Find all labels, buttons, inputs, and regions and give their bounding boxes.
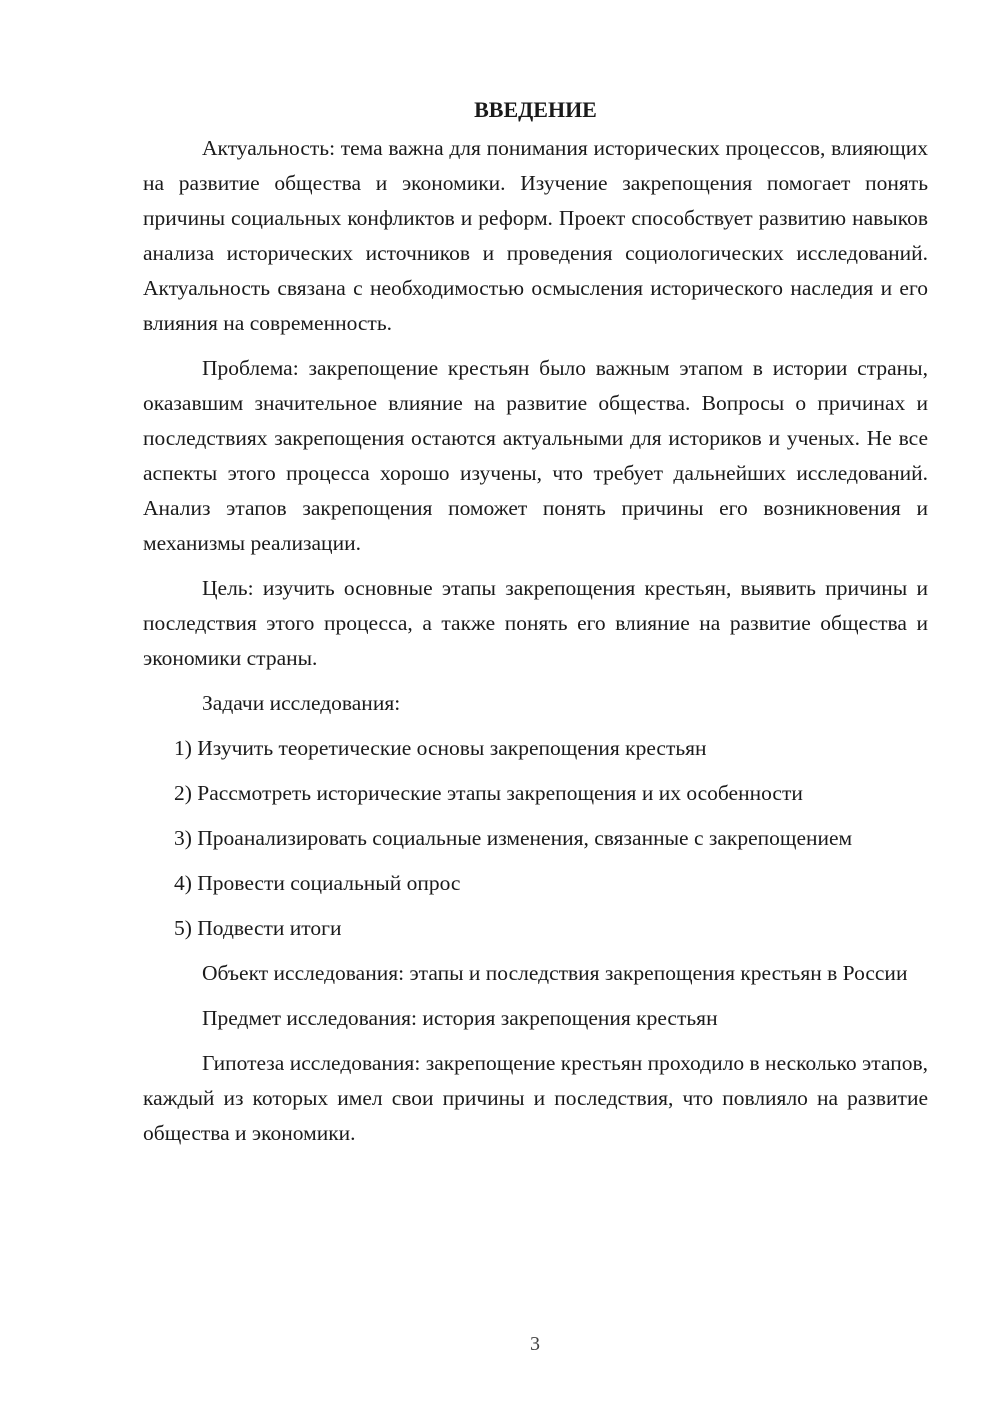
document-page	[143, 92, 928, 1161]
relevance-paragraph: Актуальность: тема важна для понимания исторических процессов, влияющих на развитие общества и экономики. Изучение закрепощения помогает понять причины социальных конфликтов и реформ. Проект способствует развитию навыков анализа исторических источников и проведения социологических исследований. Актуальность связана с необходимостью осмысления исторического наследия и его влияния на современность.	[143, 136, 928, 335]
task-item: 5) Подвести итоги	[174, 916, 342, 940]
section-title: ВВЕДЕНИЕ	[474, 97, 597, 122]
problem-paragraph: Проблема: закрепощение крестьян было важным этапом в истории страны, оказавшим значительное влияние на развитие общества. Вопросы о причинах и последствиях закрепощения остаются актуальными для историков и ученых. Не все аспекты этого процесса хорошо изучены, что требует дальнейших исследований. Анализ этапов закрепощения поможет понять причины его возникновения и механизмы реализации.	[143, 356, 928, 555]
task-item: 2) Рассмотреть исторические этапы закрепощения и их особенности	[174, 781, 803, 805]
object-paragraph: Объект исследования: этапы и последствия закрепощения крестьян в России	[202, 961, 908, 985]
hypothesis-paragraph: Гипотеза исследования: закрепощение крестьян проходило в несколько этапов, каждый из которых имел свои причины и последствия, что повлияло на развитие общества и экономики.	[143, 1051, 928, 1145]
subject-paragraph: Предмет исследования: история закрепощения крестьян	[202, 1006, 718, 1030]
task-item: 1) Изучить теоретические основы закрепощения крестьян	[174, 736, 707, 760]
task-item: 4) Провести социальный опрос	[174, 871, 461, 895]
task-item: 3) Проанализировать социальные изменения, связанные с закрепощением	[174, 826, 853, 850]
tasks-heading: Задачи исследования:	[202, 691, 401, 715]
page-number: 3	[530, 1333, 540, 1355]
goal-paragraph: Цель: изучить основные этапы закрепощения крестьян, выявить причины и последствия этого процесса, а также понять его влияние на развитие общества и экономики страны.	[143, 576, 928, 670]
